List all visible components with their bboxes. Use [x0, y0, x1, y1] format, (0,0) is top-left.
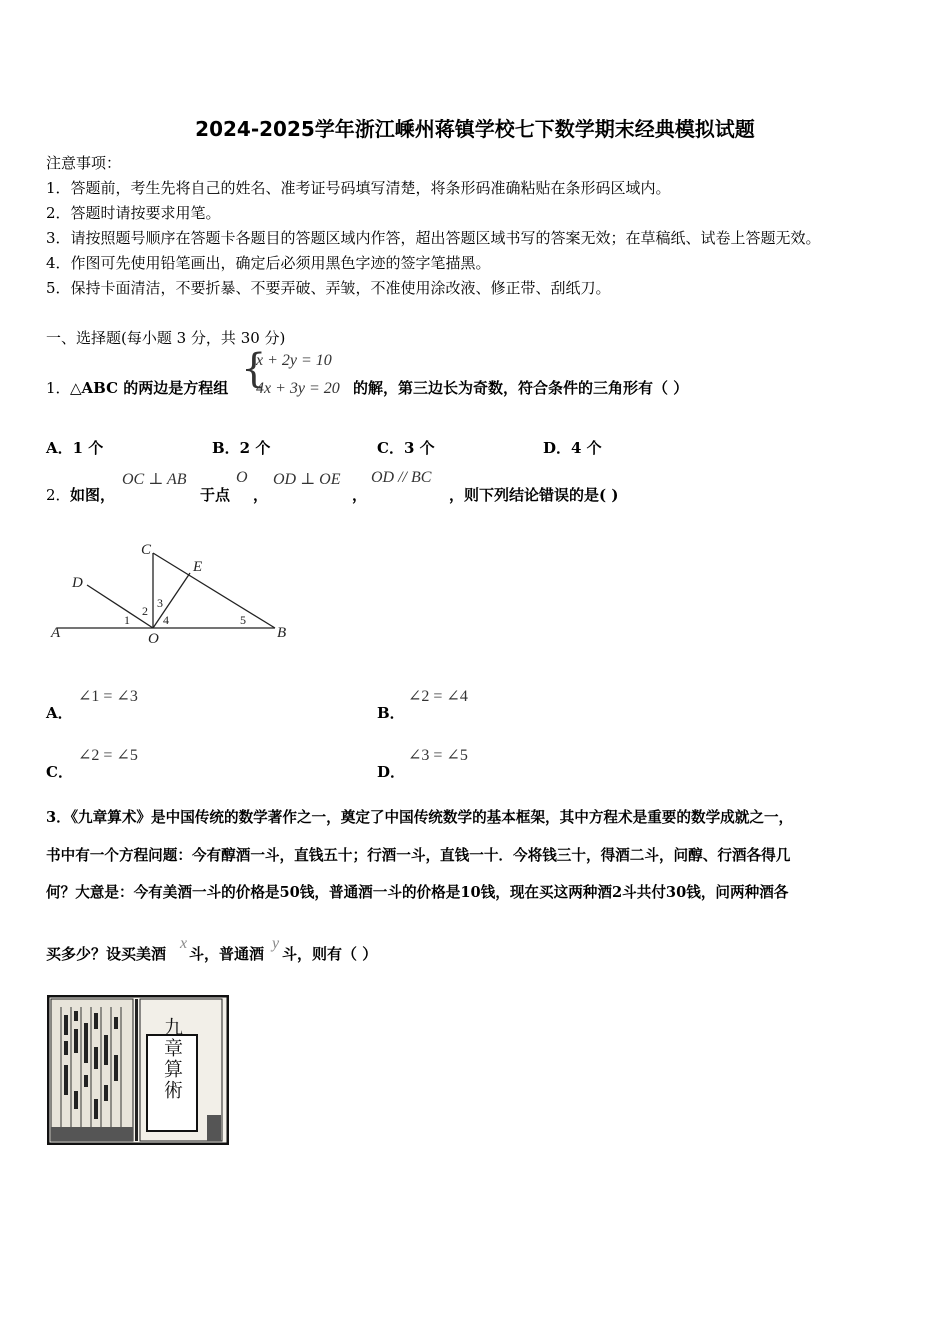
- notice-item: 2．答题时请按要求用笔。: [46, 204, 221, 222]
- q1-system-brace: {: [241, 346, 267, 392]
- q2-math-od-bc: OD // BC: [371, 469, 432, 486]
- q3-var-y: y: [272, 935, 280, 952]
- label-a: A: [51, 625, 61, 641]
- page-title: 2024-2025学年浙江嵊州蒋镇学校七下数学期末经典模拟试题: [195, 117, 755, 141]
- q2-option-b-expr: ∠2 = ∠4: [408, 688, 468, 705]
- label-c: C: [141, 542, 152, 558]
- angle-5: 5: [240, 613, 246, 627]
- book-title-char-1: 九章算術: [161, 1017, 183, 1101]
- notice-item: 3．请按照题号顺序在答题卡各题目的答题区域内作答，超出答题区域书写的答案无效；在草稿纸、试卷上答题无效。: [46, 229, 821, 247]
- q2-option-d-expr: ∠3 = ∠5: [408, 747, 468, 764]
- notice-item: 5．保持卡面清洁，不要折暴、不要弄破、弄皱，不准使用涂改液、修正带、刮纸刀。: [46, 279, 611, 297]
- q2-math-od-oe: OD ⊥ OE: [273, 471, 341, 488]
- angle-3: 3: [157, 596, 163, 610]
- q2-comma-1: ，: [253, 486, 269, 504]
- section-heading: 一、选择题(每小题 3 分，共 30 分): [46, 329, 286, 347]
- q1-equation-2: 4x + 3y = 20: [256, 380, 340, 397]
- notice-item: 4．作图可先使用铅笔画出，确定后必须用黑色字迹的签字笔描黑。: [46, 254, 491, 272]
- label-d: D: [72, 575, 83, 591]
- q2-option-d-letter: D．: [377, 763, 406, 781]
- q2-math-o: O: [236, 469, 248, 486]
- angle-2: 2: [142, 604, 148, 618]
- q2-math-oc-ab: OC ⊥ AB: [122, 471, 187, 488]
- q1-option-c: C．3 个: [377, 439, 435, 457]
- q2-stem-pre: 如图，: [70, 486, 116, 504]
- q3-line-4c: 斗，则有（ ）: [282, 945, 378, 963]
- q2-option-c-letter: C．: [46, 763, 73, 781]
- q2-option-b-letter: B．: [377, 704, 405, 722]
- q1-number: 1．: [46, 379, 71, 397]
- q3-line-2: 书中有一个方程问题：今有醇酒一斗，直钱五十；行酒一斗，直钱一十．今将钱三十，得酒二斗，问醇、行酒各得几: [46, 847, 791, 864]
- label-b: B: [277, 625, 287, 641]
- q1-stem-pre: △ABC 的两边是方程组: [70, 379, 229, 397]
- q3-line-3: 何？大意是：今有美酒一斗的价格是50钱，普通酒一斗的价格是10钱，现在买这两种酒2斗共付30钱，问两种酒各: [46, 884, 789, 901]
- q2-option-a-letter: A．: [46, 704, 73, 722]
- q3-line-4b: 斗，普通酒: [189, 945, 265, 963]
- q1-equation-1: x + 2y = 10: [256, 352, 332, 369]
- angle-4: 4: [163, 613, 169, 627]
- q1-option-a: A．1 个: [46, 439, 104, 457]
- q2-text-yudian: 于点: [200, 486, 231, 504]
- label-e: E: [193, 559, 203, 575]
- q3-line-4a: 买多少？设买美酒: [46, 945, 167, 963]
- q1-option-b: B．2 个: [212, 439, 271, 457]
- angle-1: 1: [124, 613, 130, 627]
- nine-chapters-book-image: [47, 995, 229, 1145]
- notice-item: 1．答题前，考生先将自己的姓名、准考证号码填写清楚，将条形码准确粘贴在条形码区域内。: [46, 179, 671, 197]
- q2-number: 2．: [46, 486, 71, 504]
- q2-geometry-figure: [45, 535, 305, 655]
- q2-comma-2: ，: [352, 486, 368, 504]
- q2-option-a-expr: ∠1 = ∠3: [78, 688, 138, 705]
- q2-option-c-expr: ∠2 = ∠5: [78, 747, 138, 764]
- q3-var-x: x: [180, 935, 188, 952]
- q1-option-d: D．4 个: [543, 439, 602, 457]
- q3-line-1: 3．《九章算术》是中国传统的数学著作之一，奠定了中国传统数学的基本框架，其中方程术是重要的数学成就之一，: [46, 809, 794, 826]
- notice-heading: 注意事项：: [46, 154, 122, 172]
- q2-stem-post: ，则下列结论错误的是( ): [449, 486, 619, 504]
- label-o: O: [148, 631, 159, 647]
- line-cb: [153, 553, 275, 628]
- q1-stem-post: 的解，第三边长为奇数，符合条件的三角形有（ ）: [353, 379, 689, 397]
